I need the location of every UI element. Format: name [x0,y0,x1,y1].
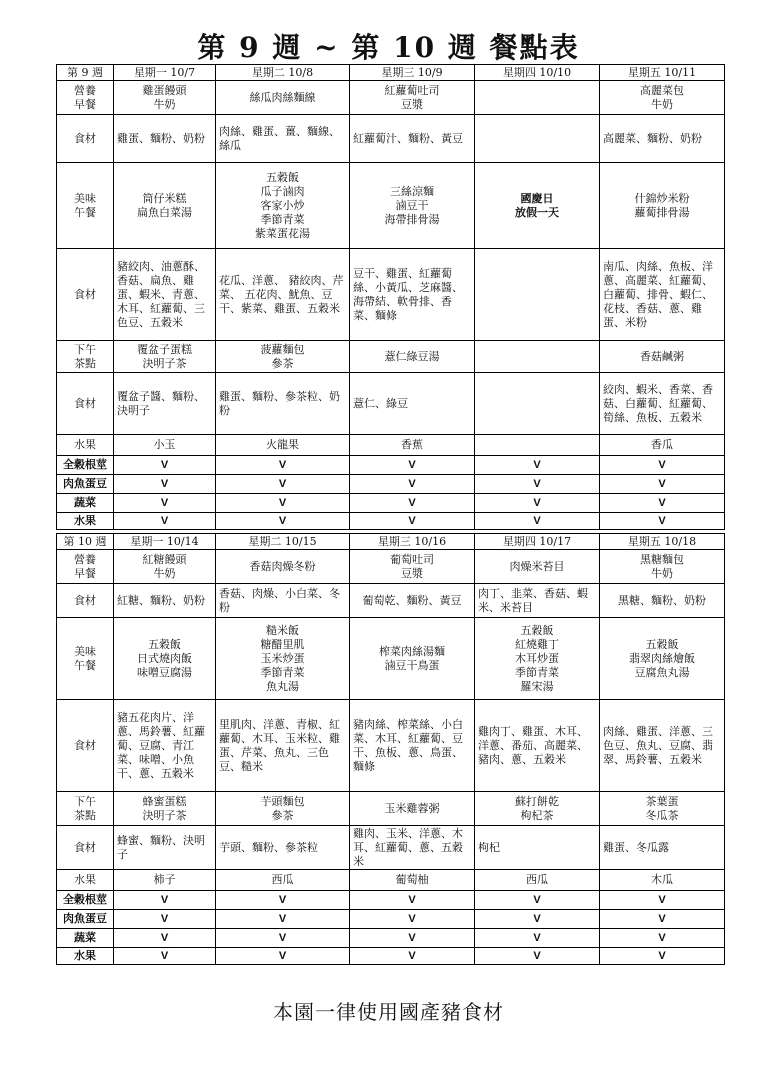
lunch-cell: 糙米飯 糖醋里肌 玉米炒蛋 季節青菜 魚丸湯 [216,618,350,700]
snack-label: 下午 茶點 [57,341,114,373]
day-header: 星期二 10/8 [216,65,350,81]
ingredients-cell: 絞肉、蝦米、香菜、香菇、白蘿蔔、紅蘿蔔、筍絲、魚板、五穀米 [600,373,725,435]
veg-label: 蔬菜 [57,494,114,513]
ingredients-cell: 豬絞肉、油蔥酥、香菇、扁魚、雞蛋、蝦米、青蔥、木耳、紅蘿蔔、三色豆、五穀米 [114,249,216,341]
snack-cell: 玉米雞蓉粥 [350,792,475,826]
check-mark: V [114,891,216,910]
snack-cell: 薏仁綠豆湯 [350,341,475,373]
ingredients-label: 食材 [57,115,114,163]
ingredients-cell: 芋頭、麵粉、參茶粒 [216,826,350,870]
snack-cell: 蘇打餅乾 枸杞茶 [475,792,600,826]
lunch-label: 美味 午餐 [57,618,114,700]
day-header: 星期四 10/17 [475,534,600,550]
check-mark: V [350,475,475,494]
check-mark: V [216,929,350,948]
day-header: 星期三 10/16 [350,534,475,550]
breakfast-cell: 香菇肉燥冬粉 [216,550,350,584]
ingredients-cell: 肉絲、雞蛋、薑、麵線、絲瓜 [216,115,350,163]
ingredients-cell: 雞肉丁、雞蛋、木耳、洋蔥、番茄、高麗菜、豬肉、蔥、五穀米 [475,700,600,792]
ingredients-cell: 雞肉、玉米、洋蔥、木耳、紅蘿蔔、蔥、五穀米 [350,826,475,870]
ingredients-label: 食材 [57,249,114,341]
fruit-cell: 西瓜 [475,870,600,891]
breakfast-cell: 絲瓜肉絲麵線 [216,81,350,115]
ingredients-cell: 薏仁、綠豆 [350,373,475,435]
veg-label: 蔬菜 [57,929,114,948]
snack-label: 下午 茶點 [57,792,114,826]
lunch-cell: 五穀飯 瓜子滷肉 客家小炒 季節青菜 紫菜蛋花湯 [216,163,350,249]
grains-label: 全穀根莖 [57,456,114,475]
check-mark: V [350,456,475,475]
check-mark: V [216,513,350,530]
check-mark: V [600,910,725,929]
fruit-cell [475,435,600,456]
ingredients-cell: 蜂蜜、麵粉、決明子 [114,826,216,870]
snack-cell: 菠蘿麵包 參茶 [216,341,350,373]
ingredients-label: 食材 [57,826,114,870]
check-mark: V [216,475,350,494]
breakfast-cell: 紅糖饅頭 牛奶 [114,550,216,584]
ingredients-cell: 香菇、肉燥、小白菜、冬粉 [216,584,350,618]
snack-ingredients-row [57,826,725,870]
check-mark: V [600,494,725,513]
ingredients-cell [475,115,600,163]
page-title: 第 9 週 ~ 第 10 週 餐點表 [197,31,580,64]
check-mark: V [350,513,475,530]
week10-menu-table [56,533,725,965]
lunch-cell: 五穀飯 日式燒肉飯 味噌豆腐湯 [114,618,216,700]
check-mark: V [475,910,600,929]
ingredients-cell: 雞蛋、冬瓜露 [600,826,725,870]
check-mark: V [216,891,350,910]
breakfast-cell: 肉燥米苔目 [475,550,600,584]
day-header: 星期五 10/11 [600,65,725,81]
snack-cell: 覆盆子蛋糕 決明子茶 [114,341,216,373]
week-header-row [57,534,725,550]
fruit-check-row [57,948,725,965]
check-mark: V [350,948,475,965]
week-label: 第 10 週 [57,534,114,550]
ingredients-cell [475,249,600,341]
ingredients-cell: 肉絲、雞蛋、洋蔥、三色豆、魚丸、豆腐、翡翠、馬鈴薯、五穀米 [600,700,725,792]
snack-ingredients-row [57,373,725,435]
ingredients-cell: 雞蛋、麵粉、參茶粒、奶粉 [216,373,350,435]
fruit-cell: 香瓜 [600,435,725,456]
check-mark: V [600,513,725,530]
snack-cell: 香菇鹹粥 [600,341,725,373]
ingredients-cell: 雞蛋、麵粉、奶粉 [114,115,216,163]
protein-check-row [57,475,725,494]
protein-check-row [57,910,725,929]
check-mark: V [475,494,600,513]
check-mark: V [475,475,600,494]
ingredients-label: 食材 [57,700,114,792]
check-mark: V [600,929,725,948]
check-mark: V [114,475,216,494]
lunch-row [57,618,725,700]
ingredients-cell: 枸杞 [475,826,600,870]
fruit-check-row [57,513,725,530]
check-mark: V [216,494,350,513]
breakfast-ingredients-row [57,584,725,618]
check-mark: V [350,910,475,929]
ingredients-cell [475,373,600,435]
week9-menu-table [56,64,725,530]
check-mark: V [216,948,350,965]
breakfast-cell: 雞蛋饅頭 牛奶 [114,81,216,115]
ingredients-cell: 南瓜、肉絲、魚板、洋蔥、高麗菜、紅蘿蔔、白蘿蔔、排骨、蝦仁、花枝、香菇、蔥、雞蛋、米粉 [600,249,725,341]
check-mark: V [114,494,216,513]
lunch-label: 美味 午餐 [57,163,114,249]
ingredients-cell: 紅糖、麵粉、奶粉 [114,584,216,618]
breakfast-ingredients-row [57,115,725,163]
day-header: 星期一 10/7 [114,65,216,81]
day-header: 星期一 10/14 [114,534,216,550]
ingredients-cell: 葡萄乾、麵粉、黃豆 [350,584,475,618]
ingredients-cell: 黑糖、麵粉、奶粉 [600,584,725,618]
ingredients-cell: 紅蘿蔔汁、麵粉、黃豆 [350,115,475,163]
week-label: 第 9 週 [57,65,114,81]
fruit-cell: 小玉 [114,435,216,456]
lunch-row [57,163,725,249]
breakfast-label: 營養 早餐 [57,550,114,584]
lunch-cell: 什錦炒米粉 蘿蔔排骨湯 [600,163,725,249]
fruit-cell: 柿子 [114,870,216,891]
ingredients-cell: 豬五花肉片、洋蔥、馬鈴薯、紅蘿蔔、豆腐、青江菜、味噌、小魚干、蔥、五穀米 [114,700,216,792]
check-mark: V [600,475,725,494]
grains-check-row [57,891,725,910]
check-mark: V [475,891,600,910]
snack-cell: 茶葉蛋 冬瓜茶 [600,792,725,826]
breakfast-cell: 高麗菜包 牛奶 [600,81,725,115]
day-header: 星期二 10/15 [216,534,350,550]
breakfast-cell [475,81,600,115]
ingredients-cell: 肉丁、韭菜、香菇、蝦米、米苔目 [475,584,600,618]
snack-cell: 芋頭麵包 參茶 [216,792,350,826]
snack-cell [475,341,600,373]
check-mark: V [600,456,725,475]
day-header: 星期五 10/18 [600,534,725,550]
fruit-label: 水果 [57,870,114,891]
veg-check-row [57,929,725,948]
check-mark: V [350,929,475,948]
check-mark: V [216,910,350,929]
snack-row [57,792,725,826]
ingredients-cell: 高麗菜、麵粉、奶粉 [600,115,725,163]
check-mark: V [600,891,725,910]
check-mark: V [475,929,600,948]
day-header: 星期四 10/10 [475,65,600,81]
ingredients-cell: 豆干、雞蛋、紅蘿蔔絲、小黃瓜、芝麻醬、海帶結、軟骨排、香菜、麵條 [350,249,475,341]
check-mark: V [114,910,216,929]
breakfast-row [57,550,725,584]
breakfast-label: 營養 早餐 [57,81,114,115]
ingredients-cell: 花瓜、洋蔥、 豬絞肉、芹菜、 五花肉、魷魚、豆干、紫菜、雞蛋、五穀米 [216,249,350,341]
grains-check-row [57,456,725,475]
lunch-cell: 三絲涼麵 滷豆干 海帶排骨湯 [350,163,475,249]
fruit-cell: 火龍果 [216,435,350,456]
check-mark: V [475,456,600,475]
fruit-label: 水果 [57,435,114,456]
check-mark: V [216,456,350,475]
veg-check-row [57,494,725,513]
breakfast-cell: 葡萄吐司 豆漿 [350,550,475,584]
check-mark: V [114,948,216,965]
ingredients-cell: 覆盆子醬、麵粉、決明子 [114,373,216,435]
check-mark: V [114,456,216,475]
protein-label: 肉魚蛋豆 [57,475,114,494]
ingredients-label: 食材 [57,584,114,618]
lunch-cell: 五穀飯 紅燒雞丁 木耳炒蛋 季節青菜 羅宋湯 [475,618,600,700]
lunch-ingredients-row [57,249,725,341]
snack-cell: 蜂蜜蛋糕 決明子茶 [114,792,216,826]
fruit-row [57,870,725,891]
holiday-cell: 國慶日 放假一天 [475,163,600,249]
fruit-cell: 西瓜 [216,870,350,891]
check-mark: V [350,494,475,513]
day-header: 星期三 10/9 [350,65,475,81]
breakfast-cell: 紅蘿蔔吐司 豆漿 [350,81,475,115]
check-mark: V [114,929,216,948]
snack-row [57,341,725,373]
check-mark: V [600,948,725,965]
check-mark: V [475,513,600,530]
fruit-cell: 香蕉 [350,435,475,456]
lunch-cell: 筒仔米糕 扁魚白菜湯 [114,163,216,249]
fruit-check-label: 水果 [57,513,114,530]
footer-note: 本園一律使用國產豬食材 [273,1000,504,1024]
fruit-check-label: 水果 [57,948,114,965]
protein-label: 肉魚蛋豆 [57,910,114,929]
fruit-cell: 葡萄柚 [350,870,475,891]
ingredients-label: 食材 [57,373,114,435]
lunch-cell: 榨菜肉絲湯麵 滷豆干鳥蛋 [350,618,475,700]
lunch-ingredients-row [57,700,725,792]
check-mark: V [350,891,475,910]
check-mark: V [475,948,600,965]
check-mark: V [114,513,216,530]
breakfast-row [57,81,725,115]
week-header-row [57,65,725,81]
fruit-cell: 木瓜 [600,870,725,891]
grains-label: 全穀根莖 [57,891,114,910]
ingredients-cell: 里肌肉、洋蔥、青椒、紅蘿蔔、木耳、玉米粒、雞蛋、芹菜、魚丸、三色豆、糙米 [216,700,350,792]
breakfast-cell: 黑糖麵包 牛奶 [600,550,725,584]
lunch-cell: 五穀飯 翡翠肉絲燴飯 豆腐魚丸湯 [600,618,725,700]
ingredients-cell: 豬肉絲、榨菜絲、小白菜、木耳、紅蘿蔔、豆干、魚板、蔥、鳥蛋、麵條 [350,700,475,792]
fruit-row [57,435,725,456]
